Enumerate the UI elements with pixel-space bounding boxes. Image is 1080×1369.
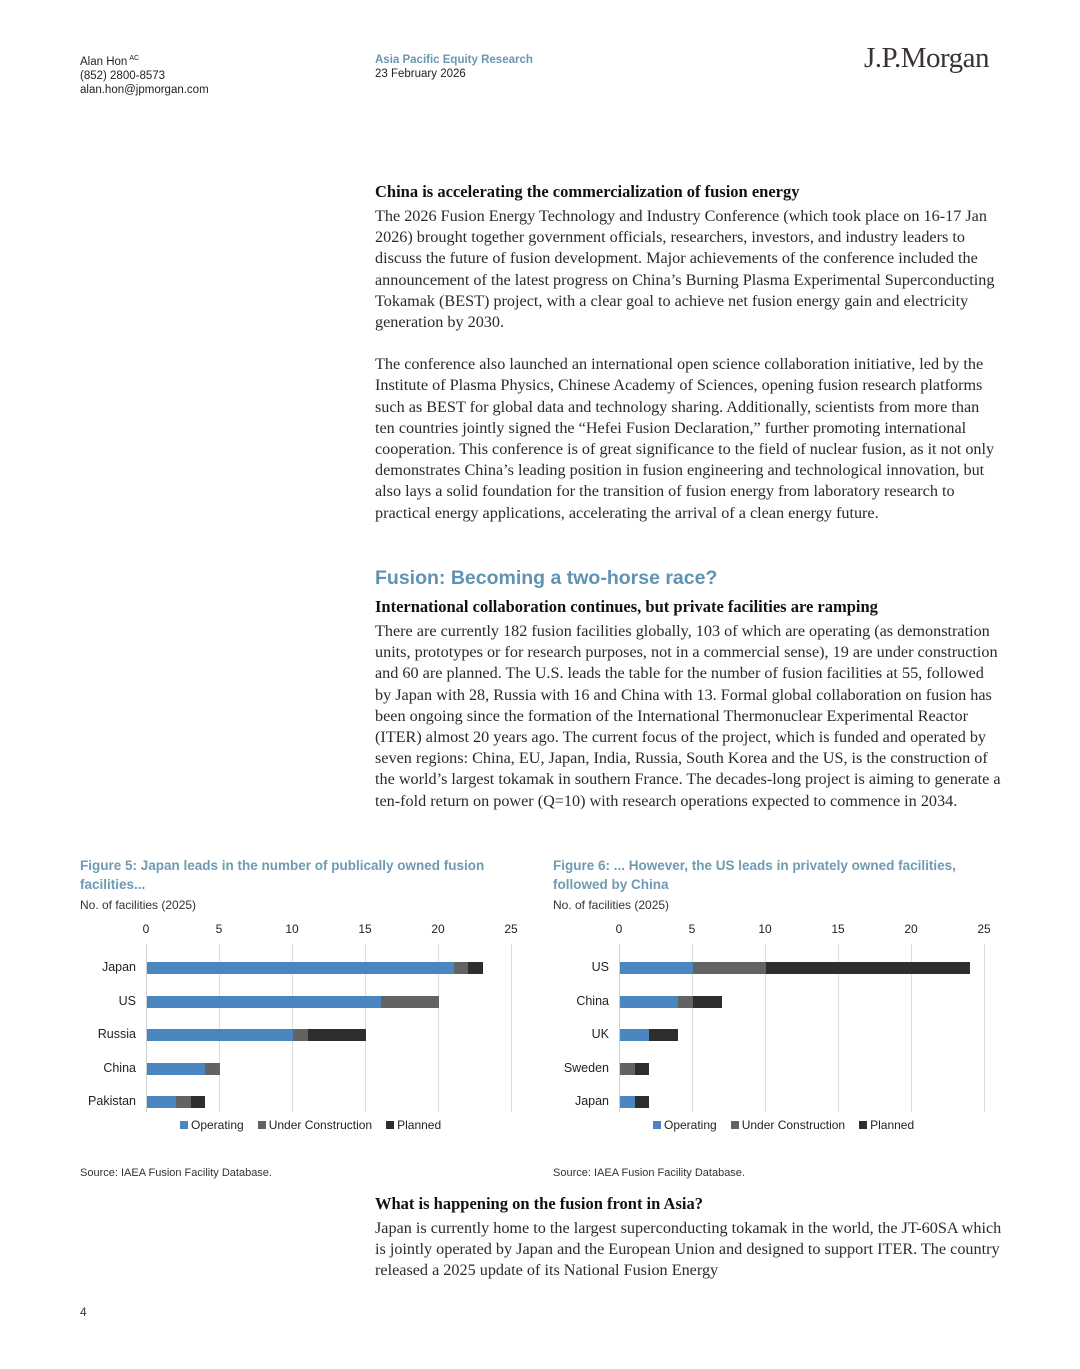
- legend-item: [180, 1118, 244, 1132]
- report-date: 23 February 2026: [375, 68, 466, 80]
- legend-swatch-icon: [258, 1121, 266, 1129]
- stacked-bar-chart-public: [80, 922, 540, 1142]
- figure-title: Figure 6: ... However, the US leads in privately owned facilities, followed by China: [553, 858, 956, 892]
- stacked-bar: [147, 996, 439, 1008]
- legend-swatch-icon: [731, 1121, 739, 1129]
- section-heading: What is happening on the fusion front in Asia?: [375, 1194, 703, 1213]
- legend-label: Operating: [664, 1118, 717, 1132]
- stacked-bar: [147, 962, 483, 974]
- jpmorgan-logo: J.P.Morgan: [864, 42, 989, 74]
- category-label: US: [591, 960, 609, 974]
- category-label: Japan: [101, 960, 136, 974]
- legend-swatch-icon: [653, 1121, 661, 1129]
- figure-subtitle: No. of facilities (2025): [80, 898, 197, 912]
- figure-subtitle: No. of facilities (2025): [553, 898, 670, 912]
- category-label: Japan: [574, 1094, 609, 1109]
- section-title: Fusion: Becoming a two-horse race?: [375, 567, 718, 589]
- paragraph: The conference also launched an international open science collaboration initiative, led by the Institute of Plasma Physics, Chinese Academy of Sciences, opening fusion research platforms such as BEST for global data and technology sharing. Additionally, scientists from more than ten countries jointly signed the “Hefei Fusion Declaration,” further promoting international cooperation. This conference is of great significance to the field of nuclear fusion, as it not only demonstrates China’s leading position in fusion engineering and technological innovation, but also lays a solid foundation for the transition of fusion energy from laboratory research to practical energy applications, accelerating the arrival of a clean energy future.: [375, 355, 995, 522]
- legend-item: [258, 1118, 372, 1132]
- x-tick-label: 5: [215, 922, 223, 936]
- legend-label: Under Construction: [741, 1118, 846, 1132]
- legend-label: Planned: [397, 1118, 442, 1132]
- bar-segment-operating: [147, 1029, 293, 1041]
- legend-label: Under Construction: [268, 1118, 373, 1132]
- paragraph: There are currently 182 fusion facilities globally, 103 of which are operating (as demonstration units, prototypes or for research purposes, not in a commercial sense), 19 are under construction and 60 are planned. The U.S. leads the table for the number of fusion facilities at 55, followed by Japan with 28, Russia with 16 and China with 13. Formal global collaboration on fusion has been ongoing since the formation of the International Thermonuclear Experimental Reactor (ITER) almost 20 years ago. The current focus of the project, which is funded and operated by seven regions: China, EU, Japan, India, Russia, South Korea and the US, is the construction of the world’s largest tokamak in southern France. The decades-long project is aiming to generate a ten-fold return on power (Q=10) with research operations expected to commence in 2034.: [375, 622, 1001, 810]
- figure-source: Source: IAEA Fusion Facility Database.: [80, 1167, 272, 1179]
- stacked-bar: [620, 1096, 649, 1108]
- legend-item: [859, 1118, 914, 1132]
- bar-segment-under-construction: [205, 1063, 220, 1075]
- legend-swatch-icon: [386, 1121, 394, 1129]
- x-tick-label: 15: [831, 922, 845, 936]
- bar-segment-planned: [308, 1029, 366, 1041]
- bar-segment-operating: [620, 962, 693, 974]
- page-number: 4: [80, 1305, 87, 1319]
- section-heading: China is accelerating the commercialization of fusion energy: [375, 182, 800, 201]
- category-label: US: [118, 993, 136, 1008]
- author-certification: AC: [129, 55, 140, 62]
- bar-segment-under-construction: [454, 962, 469, 974]
- bar-segment-planned: [635, 1063, 650, 1075]
- category-label: China: [103, 1060, 136, 1075]
- legend-label: Operating: [191, 1118, 244, 1132]
- report-meta: [375, 53, 533, 81]
- legend-item: [386, 1118, 441, 1132]
- bar-segment-under-construction: [693, 962, 766, 974]
- x-tick-label: 25: [977, 922, 991, 936]
- stacked-bar: [620, 1029, 678, 1041]
- figure-6: [553, 856, 1013, 1142]
- x-tick-label: 10: [285, 922, 299, 936]
- bar-segment-operating: [147, 1096, 176, 1108]
- x-tick-label: 15: [358, 922, 372, 936]
- bar-segment-planned: [766, 962, 970, 974]
- bar-segment-under-construction: [176, 1096, 191, 1108]
- section-two-horse-race: [375, 567, 1003, 812]
- x-tick-label: 0: [142, 922, 150, 936]
- legend-item: [653, 1118, 717, 1132]
- x-tick-label: 25: [504, 922, 518, 936]
- legend-item: [731, 1118, 845, 1132]
- author-block: [80, 52, 209, 97]
- author-name: Alan Hon: [80, 56, 128, 68]
- category-label: China: [576, 993, 609, 1008]
- figure-title: Figure 5: Japan leads in the number of publically owned fusion facilities...: [80, 858, 485, 892]
- bar-segment-operating: [147, 996, 381, 1008]
- bar-segment-planned: [191, 1096, 206, 1108]
- x-tick-label: 20: [904, 922, 918, 936]
- stacked-bar: [620, 1063, 649, 1075]
- author-email[interactable]: alan.hon@jpmorgan.com: [80, 84, 209, 96]
- section-china-commercialization: [375, 182, 1003, 524]
- category-label: UK: [591, 1027, 609, 1042]
- bar-segment-planned: [635, 1096, 650, 1108]
- figure-5: [80, 856, 540, 1142]
- category-label: Pakistan: [88, 1094, 136, 1109]
- x-tick-label: 20: [431, 922, 445, 936]
- bar-segment-under-construction: [293, 1029, 308, 1041]
- x-tick-label: 10: [758, 922, 772, 936]
- bar-segment-operating: [147, 1063, 205, 1075]
- bar-segment-under-construction: [678, 996, 693, 1008]
- department-label: Asia Pacific Equity Research: [375, 54, 533, 66]
- section-heading: International collaboration continues, but private facilities are ramping: [375, 597, 878, 616]
- category-label: Russia: [97, 1027, 136, 1042]
- bar-segment-planned: [649, 1029, 678, 1041]
- bar-segment-planned: [468, 962, 483, 974]
- gridline: [984, 944, 985, 1112]
- stacked-bar: [147, 1029, 366, 1041]
- paragraph: Japan is currently home to the largest superconducting tokamak in the world, the JT-60SA which is jointly operated by Japan and the European Union and designed to support ITER. The country released a 2025 update of its National Fusion Energy: [375, 1219, 1002, 1280]
- legend-swatch-icon: [859, 1121, 867, 1129]
- bar-segment-operating: [147, 962, 454, 974]
- section-asia-fusion-front: [375, 1194, 1003, 1282]
- author-phone: (852) 2800-8573: [80, 70, 166, 82]
- legend-label: Planned: [870, 1118, 915, 1132]
- category-label: Sweden: [563, 1060, 609, 1075]
- figure-source: Source: IAEA Fusion Facility Database.: [553, 1167, 745, 1179]
- bar-segment-under-construction: [620, 1063, 635, 1075]
- paragraph: The 2026 Fusion Energy Technology and Industry Conference (which took place on 16-17 Jan 2026) brought together government officials, researchers, investors, and industry leaders to discuss the future of fusion development. Major achievements of the conference included the announcement of the latest progress on China’s Burning Plasma Experimental Superconducting Tokamak (BEST) project, with a clear goal to achieve net fusion energy gain and electricity generation by 2030.: [375, 207, 995, 332]
- chart-legend: [180, 1118, 441, 1132]
- bar-segment-operating: [620, 1096, 635, 1108]
- stacked-bar: [620, 996, 722, 1008]
- legend-swatch-icon: [180, 1121, 188, 1129]
- bar-segment-operating: [620, 1029, 649, 1041]
- chart-legend: [653, 1118, 914, 1132]
- stacked-bar: [147, 1063, 220, 1075]
- bar-segment-under-construction: [381, 996, 439, 1008]
- bar-segment-planned: [693, 996, 722, 1008]
- x-tick-label: 0: [615, 922, 623, 936]
- x-tick-label: 5: [688, 922, 696, 936]
- stacked-bar-chart-private: [553, 922, 1013, 1142]
- gridline: [511, 944, 512, 1112]
- bar-segment-operating: [620, 996, 678, 1008]
- stacked-bar: [147, 1096, 205, 1108]
- stacked-bar: [620, 962, 970, 974]
